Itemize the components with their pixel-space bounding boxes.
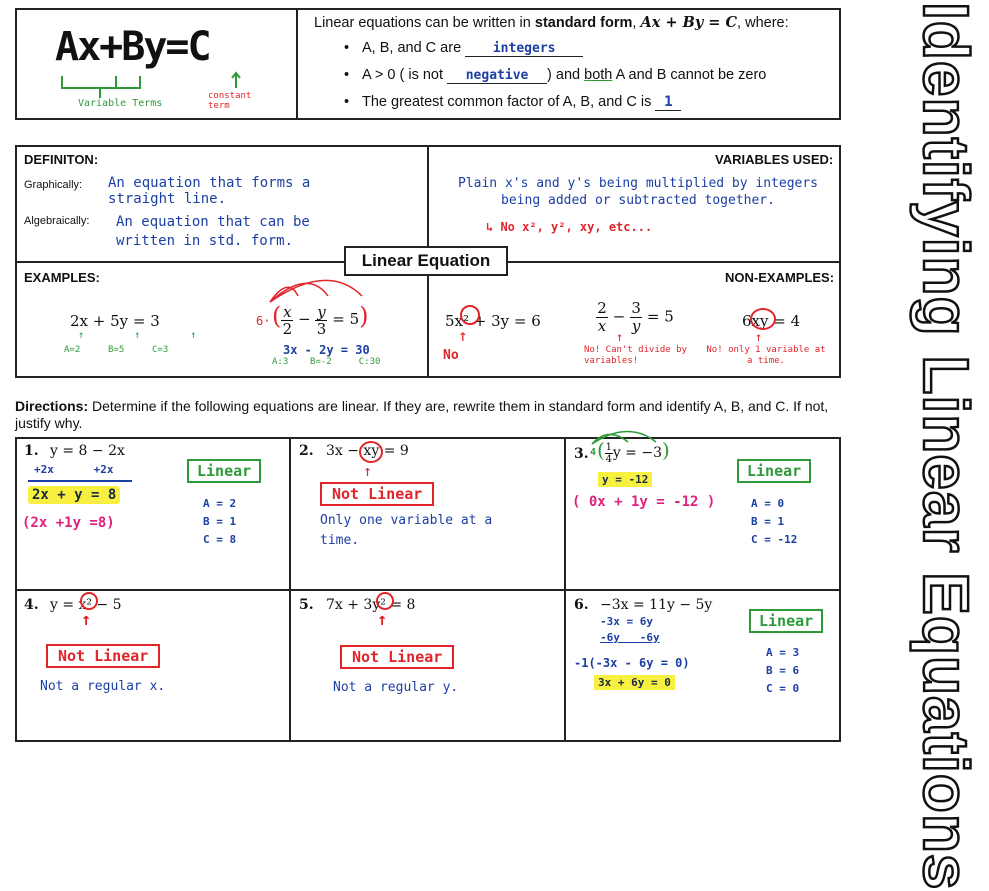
example-1-a: A=2 — [64, 345, 81, 355]
center-term-box — [344, 246, 508, 276]
problem-6-standard: 3x + 6y = 0 — [594, 675, 675, 690]
nonexample-2-arrow: ↑ — [616, 330, 624, 344]
nonexample-3-note: No! only 1 variable at a time. — [706, 345, 826, 366]
nonexample-1-circle — [460, 305, 480, 325]
definition-header: DEFINITON: — [24, 152, 99, 167]
problem-3-a: A = 0 — [751, 497, 785, 510]
nonexample-2: 2 x − 3 y = 5 — [597, 299, 674, 335]
problem-2-label: Not Linear — [320, 482, 434, 506]
side-title: Identifying Linear Equations — [910, 2, 982, 891]
problem-3-c: C = -12 — [751, 533, 798, 546]
problem-6-a: A = 3 — [766, 646, 800, 659]
problem-4-arrow: ↑ — [81, 610, 92, 630]
problem-1-number: 1. — [24, 443, 39, 459]
problem-6-number: 6. — [574, 597, 589, 613]
problem-1-standard-full: (2x +1y =8) — [22, 515, 115, 531]
problem-1-a: A = 2 — [203, 497, 237, 510]
problem-3-standard: y = -12 — [598, 472, 652, 487]
bullet-3: • The greatest common factor of A, B, and C is 1 — [362, 94, 681, 111]
problem-3-b: B = 1 — [751, 515, 785, 528]
bullet-2: • A > 0 ( is not negative ) and both A and B cannot be zero — [362, 67, 766, 84]
problem-5-circle — [376, 592, 394, 610]
problem-2-number: 2. — [299, 443, 314, 459]
variables-text: Plain x's and y's being multiplied by integers being added or subtracted together. — [457, 176, 819, 208]
variable-terms-label: Variable Terms — [78, 98, 163, 109]
grid-h1 — [15, 589, 841, 591]
problem-5-number: 5. — [299, 597, 314, 613]
problem-6-b: B = 6 — [766, 664, 800, 677]
example-2-mult: 6· — [256, 314, 271, 328]
example-1-b: B=5 — [108, 345, 125, 355]
intro-line: Linear equations can be written in standard form, Ax + By = C, where: — [314, 14, 789, 31]
problem-4-label: Not Linear — [46, 644, 160, 668]
problem-4-number: 4. — [24, 597, 39, 613]
problem-1-b: B = 1 — [203, 515, 237, 528]
center-term: Linear Equation — [361, 251, 491, 270]
nonexample-3: 6xy = 4 — [742, 312, 801, 330]
example-2-abc: A:3 B=-2 C:30 — [272, 357, 381, 367]
example-1: 2x + 5y = 3 — [70, 312, 160, 330]
problem-6-work-3: -1(-3x - 6y = 0) — [574, 656, 690, 670]
problem-2-arrow: ↑ — [363, 462, 373, 480]
problem-6-c: C = 0 — [766, 682, 800, 695]
nonexample-3-circle — [750, 308, 776, 330]
example-1-arrows: ↑ ↑ ↑ — [78, 330, 199, 341]
algebraically-label: Algebraically: — [24, 215, 90, 227]
variables-header: VARIABLES USED: — [715, 152, 834, 167]
problem-1-c: C = 8 — [203, 533, 237, 546]
example-2-eq: $(\frac{x}{2} - \frac{y}{3} = 5)$ — [272, 302, 369, 338]
example-1-c: C=3 — [152, 345, 169, 355]
nonexample-1-arrow: ↑ — [458, 326, 468, 345]
problem-4-eq: y = x² − 5 — [50, 597, 122, 613]
problem-1-standard: 2x + y = 8 — [28, 486, 120, 504]
problem-3-number: 3. — [574, 446, 589, 462]
problem-4-circle — [80, 592, 98, 610]
problem-1-label: Linear — [187, 459, 261, 483]
nonexample-1: 5x² + 3y = 6 — [445, 312, 541, 330]
problem-6-work-2: -6y -6y — [600, 631, 660, 644]
problem-6-eq: −3x = 11y − 5y — [600, 597, 713, 613]
problem-2-eq: 3x − xy = 9 — [326, 443, 409, 459]
constant-term-label: constant term — [208, 91, 252, 111]
variables-no: ↳ No x², y², xy, etc... — [486, 220, 653, 234]
graphically-label: Graphically: — [24, 179, 83, 191]
problem-2-circle — [359, 441, 383, 463]
examples-header: EXAMPLES: — [24, 270, 100, 285]
bullet-1: • A, B, and C are integers — [362, 40, 583, 57]
top-divider — [296, 8, 298, 120]
problem-1-underline — [28, 480, 132, 482]
problem-3-standard-full: ( 0x + 1y = -12 ) — [572, 494, 716, 510]
problem-1-eq: y = 8 − 2x — [50, 443, 125, 459]
problem-5-note: Not a regular y. — [333, 680, 459, 695]
nonexample-3-arrow: ↑ — [755, 330, 763, 344]
graphically-text: An equation that forms a straight line. — [108, 175, 311, 207]
problem-6-label: Linear — [749, 609, 823, 633]
problem-3-eq: (1 4y = −3) — [597, 438, 670, 465]
problem-1-work: +2x +2x — [34, 463, 114, 476]
problem-6-work-1: -3x = 6y — [600, 615, 653, 628]
problem-5-eq: 7x + 3y² = 8 — [326, 597, 416, 613]
nonexample-1-note: No — [443, 348, 459, 363]
problem-5-label: Not Linear — [340, 645, 454, 669]
example-2-result: 3x - 2y = 30 — [283, 343, 370, 357]
problem-3-arrows — [588, 430, 668, 446]
problem-5-arrow: ↑ — [377, 610, 388, 630]
problem-3-label: Linear — [737, 459, 811, 483]
directions: Directions: Determine if the following equations are linear. If they are, rewrite them in standard form and identify A, B, and C. If not, justify why. — [15, 398, 829, 431]
problem-4-note: Not a regular x. — [40, 679, 166, 694]
algebraically-text: An equation that can be written in std. form. — [116, 214, 310, 249]
nonexamples-header: NON-EXAMPLES: — [725, 270, 835, 285]
problem-3-mult: 4 — [590, 447, 597, 458]
formula-title: Ax+By=C — [55, 24, 210, 70]
nonexample-2-note: No! Can't divide by variables! — [584, 345, 687, 366]
problem-2-note: Only one variable at a time. — [320, 513, 493, 548]
